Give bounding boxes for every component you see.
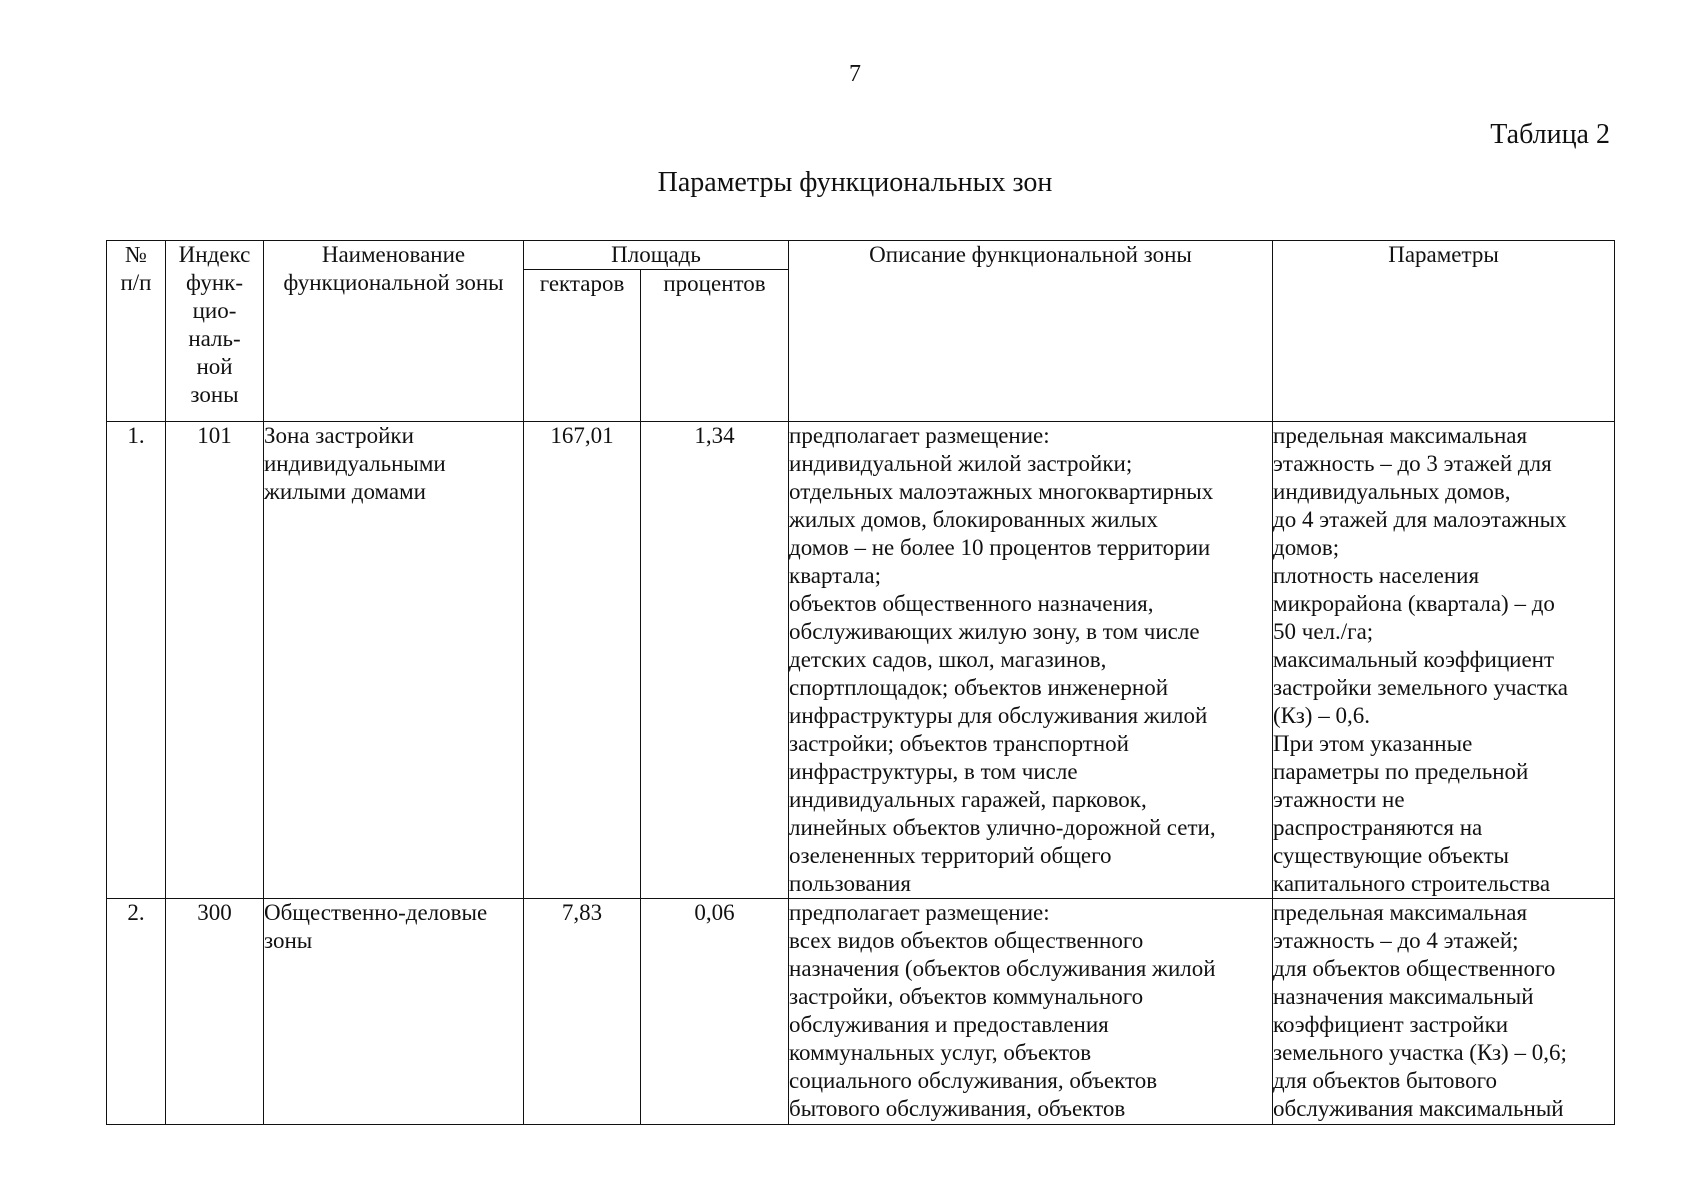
table-row <box>107 422 1615 899</box>
header-hectares: гектаров <box>524 270 641 422</box>
table-header-row <box>107 241 1615 270</box>
table-label: Таблица 2 <box>1490 119 1610 150</box>
row-description: предполагает размещение: индивидуальной жилой застройки; отдельных малоэтажных многоквартирных жилых домов, блокированных жилых домов – не более 10 процентов территории квартала; объектов общественного назначения, обслуживающих жилую зону, в том числе детских садов, школ, магазинов, спортплощадок; объектов инженерной инфраструктуры для обслуживания жилой застройки; объектов транспортной инфраструктуры, в том числе индивидуальных гаражей, парковок, линейных объектов улично-дорожной сети, озелененных территорий общего пользования <box>789 422 1273 899</box>
header-area: Площадь <box>524 241 789 270</box>
row-percent: 0,06 <box>641 899 789 1125</box>
row-num: 1. <box>107 422 166 899</box>
row-description: предполагает размещение: всех видов объектов общественного назначения (объектов обслуживания жилой застройки, объектов коммунального обслуживания и предоставления коммунальных услуг, объектов социального обслуживания, объектов бытового обслуживания, объектов <box>789 899 1273 1125</box>
document-title: Параметры функциональных зон <box>657 167 1053 198</box>
functional-zones-table <box>106 240 1615 1125</box>
header-percent: процентов <box>641 270 789 422</box>
row-index: 300 <box>166 899 264 1125</box>
header-index: Индекс функ- цио- наль- ной зоны <box>166 241 264 422</box>
row-percent: 1,34 <box>641 422 789 899</box>
row-index: 101 <box>166 422 264 899</box>
row-zone-name: Общественно-деловые зоны <box>264 899 524 1125</box>
row-num: 2. <box>107 899 166 1125</box>
page-number: 7 <box>849 61 861 87</box>
row-hectares: 7,83 <box>524 899 641 1125</box>
row-parameters: предельная максимальная этажность – до 4 этажей; для объектов общественного назначения максимальный коэффициент застройки земельного участка (Кз) – 0,6; для объектов бытового обслуживания максимальный <box>1273 899 1615 1125</box>
row-hectares: 167,01 <box>524 422 641 899</box>
header-description: Описание функциональной зоны <box>789 241 1273 422</box>
row-parameters: предельная максимальная этажность – до 3 этажей для индивидуальных домов, до 4 этажей для малоэтажных домов; плотность населения микрорайона (квартала) – до 50 чел./га; максимальный коэффициент застройки земельного участка (Кз) – 0,6. При этом указанные параметры по предельной этажности не распространяются на существующие объекты капитального строительства <box>1273 422 1615 899</box>
table-row <box>107 899 1615 1125</box>
header-num: № п/п <box>107 241 166 422</box>
header-parameters: Параметры <box>1273 241 1615 422</box>
row-zone-name: Зона застройки индивидуальными жилыми домами <box>264 422 524 899</box>
header-zone-name: Наименование функциональной зоны <box>264 241 524 422</box>
